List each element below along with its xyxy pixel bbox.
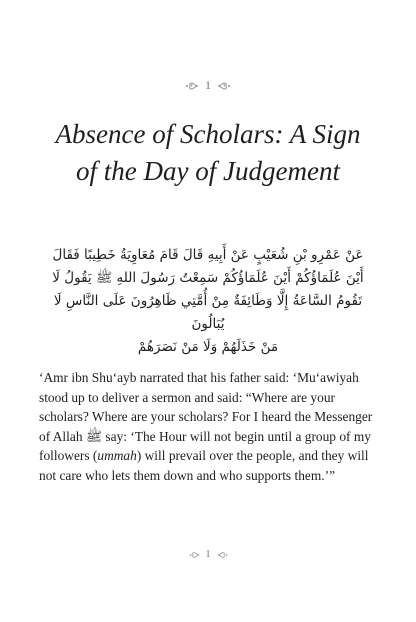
- hadith-translation: [39, 368, 381, 486]
- arabic-line: أَيْنَ عُلَمَاؤُكُمْ أَيْنَ عُلَمَاؤُكُمْ سَمِعْتُ رَسُولَ اللهِ ﷺ يَقُولُ لَا: [52, 270, 364, 286]
- flourish-right-icon: [217, 551, 228, 559]
- chapter-number-marker: [0, 78, 416, 93]
- chapter-title: [30, 116, 386, 190]
- page-number: 1: [205, 549, 211, 560]
- translation-text-part2: ) will prevail over the people, and they will not care who lets them down and who supports them.’”: [39, 448, 369, 483]
- chapter-title-line2: of the Day of Judgement: [76, 156, 340, 186]
- flourish-left-icon: [189, 551, 200, 559]
- page-number-footer: [0, 549, 416, 560]
- chapter-title-line1: Absence of Scholars: A Sign: [55, 119, 361, 149]
- arabic-line: عَنْ عَمْرِو بْنِ شُعَيْبٍ عَنْ أَبِيهِ قَالَ قَامَ مُعَاوِيَةُ خَطِيبًا فَقَالَ: [52, 247, 364, 263]
- arabic-line: مَنْ خَذَلَهُمْ وَلَا مَنْ نَصَرَهُمْ: [137, 339, 279, 355]
- translation-text-part1: ‘Amr ibn Shu‘ayb narrated that his father said: ‘Mu‘awiyah stood up to deliver a sermon and said: “Where are your scholars? Where are your scholars? For I heard the Messenger of Allah ﷺ say: ‘The Hour will not begin until a group of my followers (: [39, 370, 373, 464]
- hadith-arabic-text: [38, 244, 378, 359]
- chapter-number: 1: [205, 78, 211, 92]
- flourish-left-icon: [185, 81, 199, 91]
- translation-term-ummah: ummah: [97, 448, 137, 464]
- flourish-right-icon: [217, 81, 231, 91]
- arabic-line: تَقُومُ السَّاعَةُ إِلَّا وَطَائِفَةٌ مِنْ أُمَّتِي ظَاهِرُونَ عَلَى النَّاسِ لَا يُبَالُونَ: [53, 293, 363, 332]
